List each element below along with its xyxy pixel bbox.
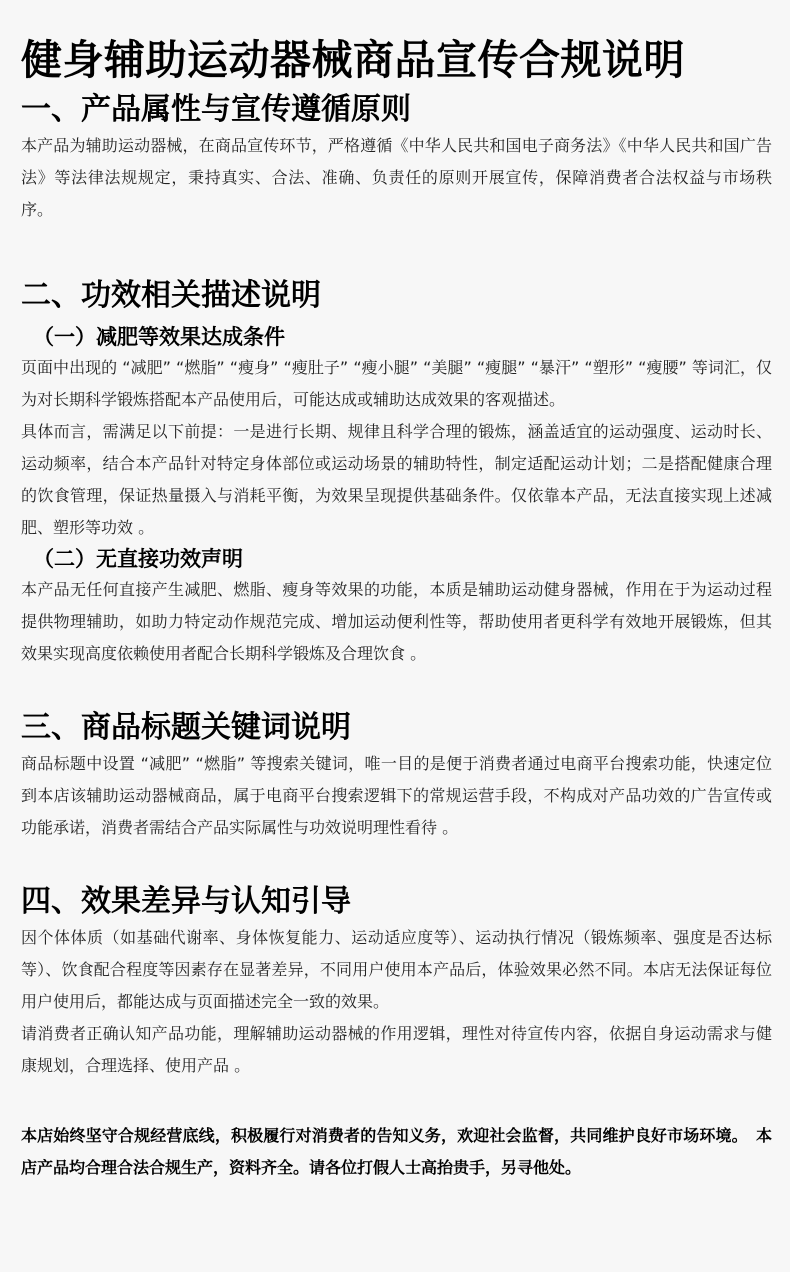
subsection-paragraph: 具体而言，需满足以下前提：一是进行长期、规律且科学合理的锻炼，涵盖适宜的运动强度、运动时长、运动频率，结合本产品针对特定身体部位或运动场景的辅助特性，制定适配运动计划；二是搭配健康合理的饮食管理，保证热量摄入与消耗平衡，为效果呈现提供基础条件。仅依靠本产品，无法直接实现上述减肥、塑形等功效 。: [21, 422, 772, 537]
section-paragraph: 因个体体质（如基础代谢率、身体恢复能力、运动适应度等）、运动执行情况（锻炼频率、强度是否达标等）、饮食配合程度等因素存在显著差异，不同用户使用本产品后，体验效果必然不同。本店无法保证每位用户使用后，都能达成与页面描述完全一致的效果。: [21, 928, 772, 1011]
section-heading: 一、产品属性与宣传遵循原则: [21, 92, 411, 127]
section-efficacy-description: [21, 276, 772, 670]
closing-statement: 本店始终坚守合规经营底线，积极履行对消费者的告知义务，欢迎社会监督，共同维护良好市场环境。 本店产品均合理合法合规生产，资料齐全。请各位打假人士高抬贵手，另寻他处。: [21, 1126, 772, 1177]
page-title: 健身辅助运动器械商品宣传合规说明: [21, 36, 685, 84]
section-paragraph: 请消费者正确认知产品功能，理解辅助运动器械的作用逻辑，理性对待宣传内容，依据自身运动需求与健康规划，合理选择、使用产品 。: [21, 1024, 772, 1075]
section-title-keywords: [21, 708, 772, 844]
section-paragraph: 本产品为辅助运动器械，在商品宣传环节，严格遵循《中华人民共和国电子商务法》《中华人民共和国广告法》等法律法规规定，秉持真实、合法、准确、负责任的原则开展宣传，保障消费者合法权益与市场秩序。: [21, 136, 772, 219]
section-heading: 四、效果差异与认知引导: [21, 884, 351, 919]
section-paragraph: 商品标题中设置 “减肥” “燃脂” 等搜索关键词，唯一目的是便于消费者通过电商平台搜索功能，快速定位到本店该辅助运动器械商品，属于电商平台搜索逻辑下的常规运营手段，不构成对产品功效的广告宣传或功能承诺，消费者需结合产品实际属性与功效说明理性看待 。: [21, 754, 772, 837]
section-effect-differences: [21, 882, 772, 1082]
subsection-paragraph: 本产品无任何直接产生减肥、燃脂、瘦身等效果的功能，本质是辅助运动健身器械，作用在于为运动过程提供物理辅助，如助力特定动作规范完成、增加运动便利性等，帮助使用者更科学有效地开展锻炼，但其效果实现高度依赖使用者配合长期科学锻炼及合理饮食 。: [21, 580, 772, 663]
section-heading: 三、商品标题关键词说明: [21, 710, 351, 745]
subsection-paragraph: 页面中出现的 “减肥” “燃脂” “瘦身” “瘦肚子” “瘦小腿” “美腿” “瘦腿” “暴汗” “塑形” “瘦腰” 等词汇，仅为对长期科学锻炼搭配本产品使用后，可能达成或辅助达成效果的客观描述。: [21, 358, 772, 409]
section-heading: 二、功效相关描述说明: [21, 278, 321, 313]
subsection-heading: （一）减肥等效果达成条件: [33, 325, 285, 349]
section-product-attributes: [21, 90, 772, 226]
subsection-heading: （二）无直接功效声明: [33, 547, 243, 571]
